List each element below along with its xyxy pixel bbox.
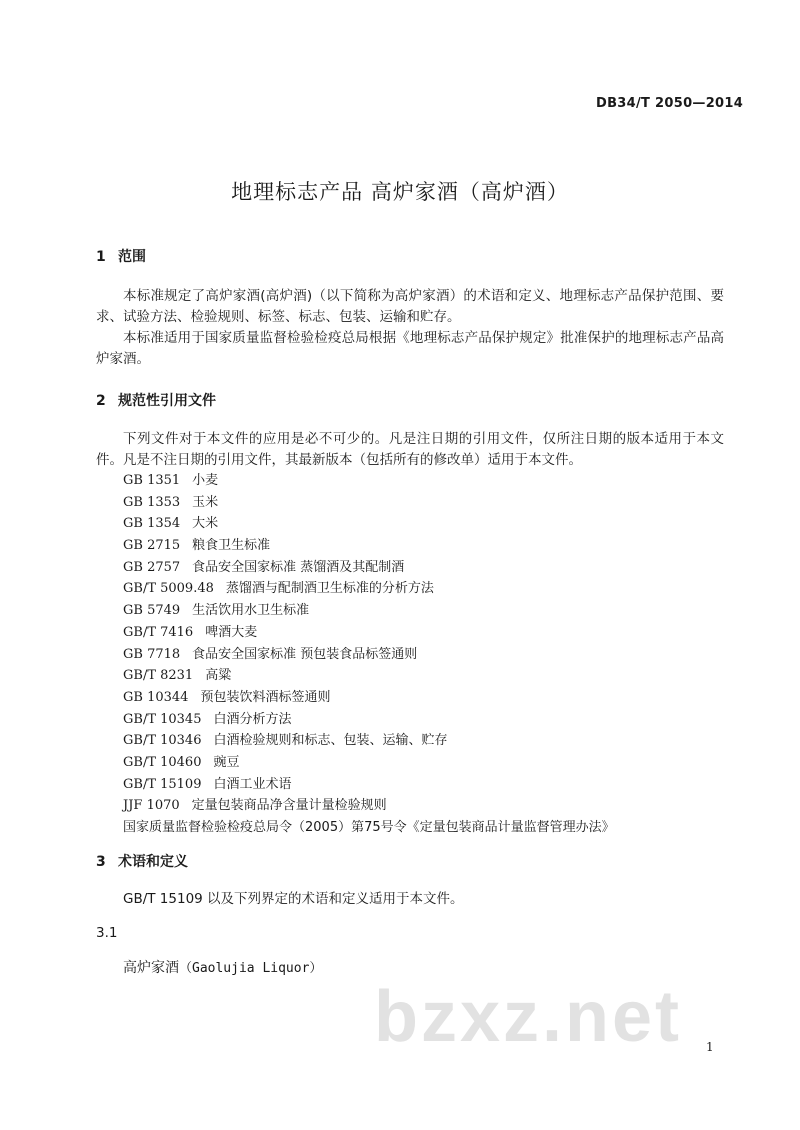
reference-item (123, 557, 615, 579)
reference-name: 白酒检验规则和标志、包装、运输、贮存 (213, 733, 448, 749)
reference-item (123, 622, 615, 644)
term-english: （Gaolujia Liquor） (179, 961, 323, 976)
reference-code: GB 10344 (123, 689, 189, 705)
reference-item (123, 730, 615, 752)
reference-code: GB 1354 (123, 516, 181, 532)
reference-code: GB 2715 (123, 538, 181, 554)
reference-code: GB 2757 (123, 559, 181, 575)
reference-code: GB/T 15109 (123, 776, 202, 792)
reference-code: JJF 1070 (123, 798, 180, 814)
paragraph: 本标准适用于国家质量监督检验检疫总局根据《地理标志产品保护规定》批准保护的地理标志产品高炉家酒。 (96, 330, 724, 367)
reference-item (123, 709, 615, 731)
term-entry (123, 957, 322, 977)
reference-item (123, 600, 615, 622)
reference-name: 小麦 (192, 473, 219, 488)
section-title: 范围 (118, 249, 146, 265)
reference-item (123, 665, 615, 687)
standard-code: DB34/T 2050—2014 (596, 96, 744, 111)
reference-name: 预包装饮料酒标签通则 (200, 689, 331, 705)
reference-code: GB 1353 (123, 494, 181, 510)
reference-item (123, 687, 615, 709)
reference-item (123, 644, 615, 666)
reference-item (123, 513, 615, 535)
reference-name: 食品安全国家标准 预包装食品标签通则 (192, 646, 418, 662)
reference-name: 定量包装商品净含量计量检验规则 (191, 798, 387, 814)
section-title: 术语和定义 (118, 854, 188, 870)
reference-item (123, 492, 615, 514)
paragraph: GB/T 15109 以及下列界定的术语和定义适用于本文件。 (123, 891, 464, 907)
reference-name: 蒸馏酒与配制酒卫生标准的分析方法 (225, 581, 434, 597)
section-number: 3 (96, 854, 106, 870)
reference-code: GB/T 5009.48 (123, 581, 214, 597)
section-number: 1 (96, 249, 106, 265)
section-title: 规范性引用文件 (118, 393, 216, 409)
paragraph: 下列文件对于本文件的应用是必不可少的。凡是注日期的引用文件，仅所注日期的版本适用于本文件。凡是不注日期的引用文件，其最新版本（包括所有的修改单）适用于本文件。 (96, 431, 724, 468)
reference-item (123, 774, 615, 796)
subsection-number: 3.1 (96, 925, 118, 941)
reference-code: GB 5749 (123, 603, 181, 619)
reference-name: 粮食卫生标准 (192, 538, 271, 554)
reference-name: 食品安全国家标准 蒸馏酒及其配制酒 (192, 559, 405, 575)
reference-item (123, 752, 615, 774)
reference-code: GB/T 8231 (123, 668, 194, 684)
page-number: 1 (706, 1040, 714, 1054)
reference-code: GB/T 10346 (123, 733, 202, 749)
reference-item (123, 470, 615, 492)
reference-item (123, 817, 615, 839)
section-2-heading (96, 390, 216, 410)
reference-name: 生活饮用水卫生标准 (192, 603, 310, 619)
reference-code: GB/T 10460 (123, 754, 202, 770)
reference-item (123, 578, 615, 600)
section-1-heading (96, 246, 146, 266)
reference-name: 白酒分析方法 (213, 711, 292, 727)
document-title: 地理标志产品 高炉家酒（高炉酒） (231, 180, 569, 204)
reference-name: 大米 (192, 516, 219, 532)
reference-code: GB 1351 (123, 473, 181, 488)
reference-item (123, 535, 615, 557)
paragraph: 本标准规定了高炉家酒(高炉酒)（以下简称为高炉家酒）的术语和定义、地理标志产品保护范围、要求、试验方法、检验规则、标签、标志、包装、运输和贮存。 (96, 288, 724, 325)
section-number: 2 (96, 393, 106, 409)
reference-name: 高粱 (205, 668, 232, 684)
reference-name: 白酒工业术语 (213, 776, 292, 792)
reference-list (123, 470, 615, 839)
reference-name: 啤酒大麦 (205, 624, 258, 640)
reference-item (123, 795, 615, 817)
reference-code: GB/T 10345 (123, 711, 202, 727)
reference-name: 玉米 (192, 494, 219, 510)
reference-code: GB/T 7416 (123, 624, 194, 640)
term-chinese: 高炉家酒 (123, 960, 179, 976)
watermark: bzxz.net (374, 977, 683, 1057)
reference-code: GB 7718 (123, 646, 181, 662)
reference-code: 国家质量监督检验检疫总局令（2005）第75号令《定量包装商品计量监督管理办法》 (123, 820, 615, 835)
reference-name: 豌豆 (213, 754, 240, 770)
section-3-heading (96, 851, 188, 871)
